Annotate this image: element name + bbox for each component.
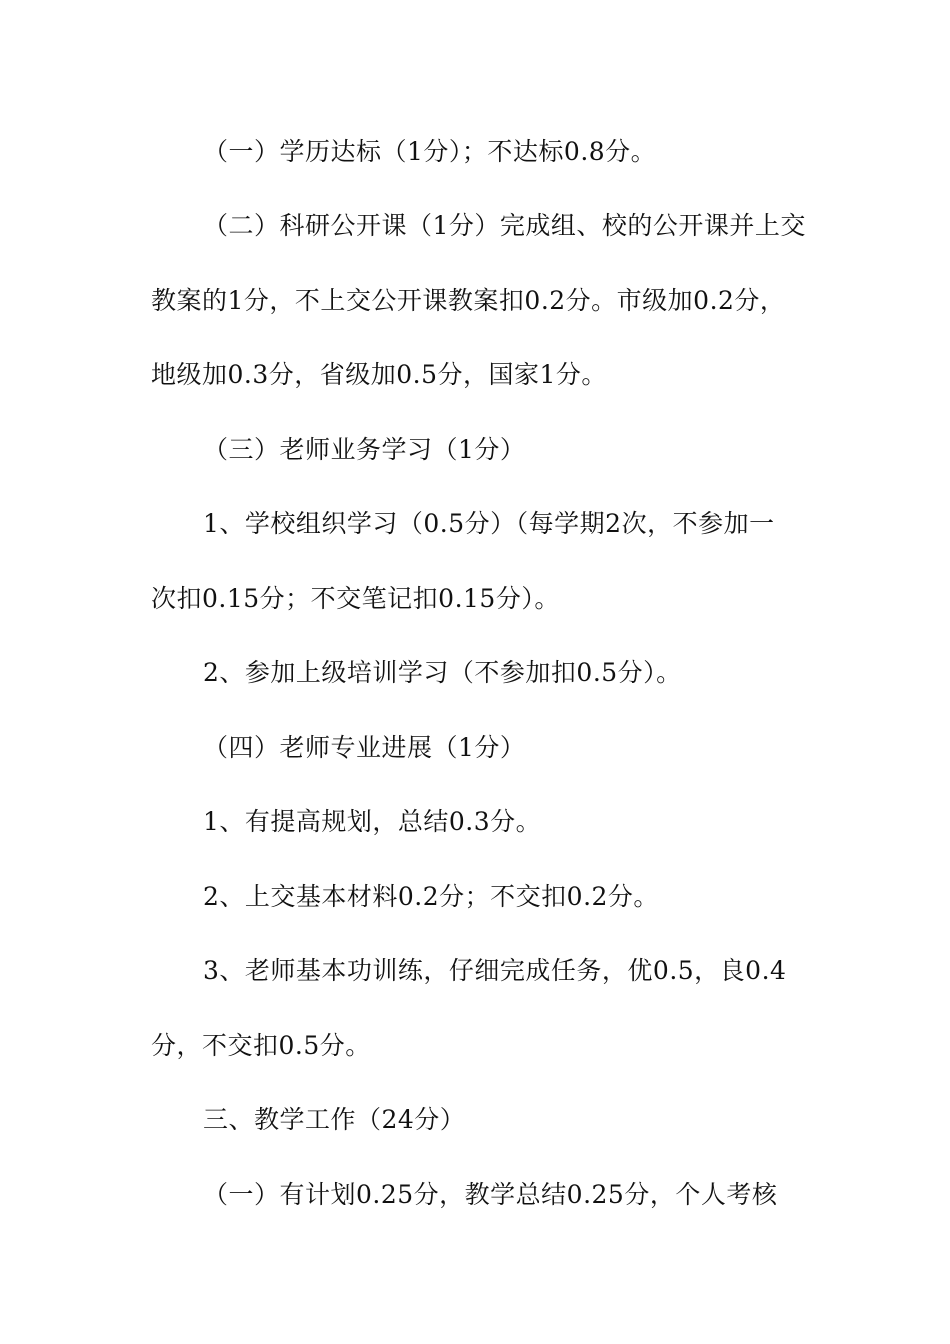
paragraph-line-5: （三）老师业务学习（1分） [203,435,526,464]
paragraph-line-10: 1、有提高规划，总结0.3分。 [203,807,542,836]
paragraph-line-1: （一）学历达标（1分）；不达标0.8分。 [203,137,657,166]
paragraph-line-3: 教案的1分，不上交公开课教案扣0.2分。市级加0.2分， [151,286,786,315]
paragraph-line-13: 分，不交扣0.5分。 [151,1031,371,1060]
paragraph-line-9: （四）老师专业进展（1分） [203,733,526,762]
paragraph-line-2: （二）科研公开课（1分）完成组、校的公开课并上交 [203,211,806,240]
paragraph-line-11: 2、上交基本材料0.2分；不交扣0.2分。 [203,882,659,911]
paragraph-line-14: 三、教学工作（24分） [203,1105,466,1134]
paragraph-line-8: 2、参加上级培训学习（不参加扣0.5分）。 [203,658,682,687]
paragraph-line-6: 1、学校组织学习（0.5分）（每学期2次，不参加一 [203,509,775,538]
paragraph-line-12: 3、老师基本功训练，仔细完成任务，优0.5，良0.4 [203,956,787,985]
paragraph-line-4: 地级加0.3分，省级加0.5分，国家1分。 [151,360,607,389]
paragraph-line-15: （一）有计划0.25分，教学总结0.25分，个人考核 [203,1180,778,1209]
paragraph-line-7: 次扣0.15分；不交笔记扣0.15分）。 [151,584,560,613]
